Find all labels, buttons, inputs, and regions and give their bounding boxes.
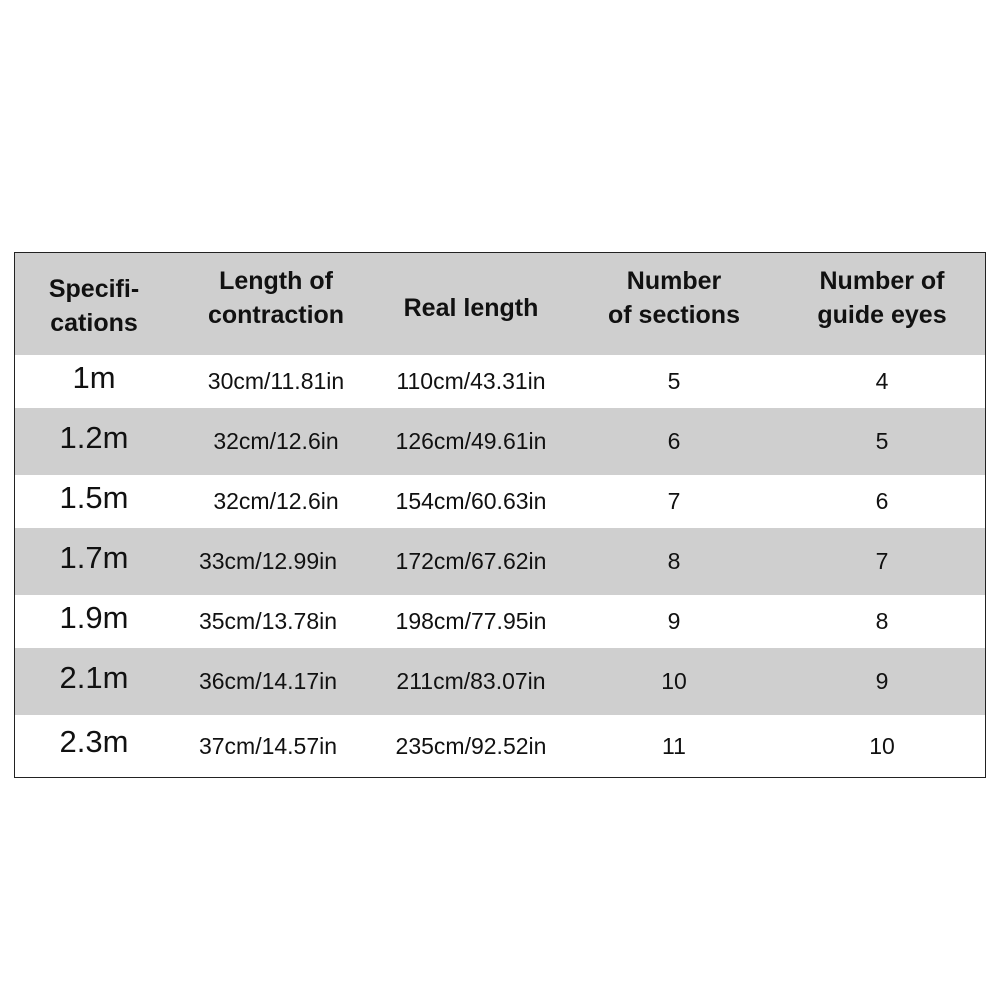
header-text: Number of <box>819 267 945 295</box>
table-row <box>15 528 985 595</box>
cell-spec: 1.7m <box>59 539 129 575</box>
header-text: contraction <box>207 301 345 329</box>
cell-guide-eyes: 10 <box>869 732 895 759</box>
cell-contraction: 37cm/14.57in <box>198 732 338 759</box>
header-text: guide eyes <box>817 301 947 329</box>
table-header-row <box>15 253 985 355</box>
table-row <box>15 648 985 715</box>
header-text: Real length <box>403 294 539 322</box>
cell-contraction: 32cm/12.6in <box>213 428 339 454</box>
cell-guide-eyes: 4 <box>875 368 889 394</box>
cell-contraction: 35cm/13.78in <box>198 608 338 634</box>
table-row <box>15 408 985 475</box>
cell-sections: 9 <box>667 608 681 634</box>
cell-real-length: 172cm/67.62in <box>395 548 547 574</box>
cell-sections: 10 <box>661 668 687 694</box>
table-row <box>15 595 985 648</box>
header-real-length <box>371 257 571 359</box>
cell-spec: 2.1m <box>59 659 129 695</box>
table-row <box>15 715 985 777</box>
cell-contraction: 33cm/12.99in <box>198 548 338 574</box>
cell-contraction: 36cm/14.17in <box>198 668 338 694</box>
cell-spec: 1.5m <box>59 479 129 515</box>
cell-contraction: 30cm/11.81in <box>207 368 345 394</box>
cell-spec: 2.3m <box>59 724 129 759</box>
cell-sections: 5 <box>667 368 681 394</box>
header-text: Length of <box>219 267 333 295</box>
cell-guide-eyes: 8 <box>875 608 889 634</box>
cell-guide-eyes: 6 <box>875 488 889 514</box>
header-specifications <box>15 253 173 357</box>
header-length-of-contraction <box>173 247 379 349</box>
header-number-of-guide-eyes <box>777 247 987 349</box>
header-text: Specifi- <box>48 275 140 303</box>
cell-contraction: 32cm/12.6in <box>213 488 339 514</box>
cell-guide-eyes: 9 <box>875 668 889 694</box>
specifications-table <box>14 252 986 778</box>
cell-sections: 7 <box>667 488 681 514</box>
cell-sections: 11 <box>662 732 686 759</box>
cell-sections: 6 <box>667 428 681 454</box>
cell-guide-eyes: 5 <box>875 428 889 454</box>
cell-real-length: 235cm/92.52in <box>395 732 547 759</box>
header-text: Number <box>626 267 722 295</box>
table-row <box>15 475 985 528</box>
cell-spec: 1.2m <box>59 419 129 455</box>
header-text: cations <box>50 309 138 337</box>
cell-spec: 1m <box>72 359 116 395</box>
header-number-of-sections <box>571 247 777 349</box>
cell-real-length: 110cm/43.31in <box>396 368 546 394</box>
header-text: of sections <box>608 301 740 329</box>
cell-guide-eyes: 7 <box>875 548 889 574</box>
cell-spec: 1.9m <box>59 599 129 635</box>
cell-real-length: 154cm/60.63in <box>395 488 547 514</box>
cell-real-length: 211cm/83.07in <box>396 668 546 694</box>
cell-sections: 8 <box>667 548 681 574</box>
cell-real-length: 126cm/49.61in <box>395 428 547 454</box>
table-row <box>15 355 985 408</box>
cell-real-length: 198cm/77.95in <box>395 608 547 634</box>
